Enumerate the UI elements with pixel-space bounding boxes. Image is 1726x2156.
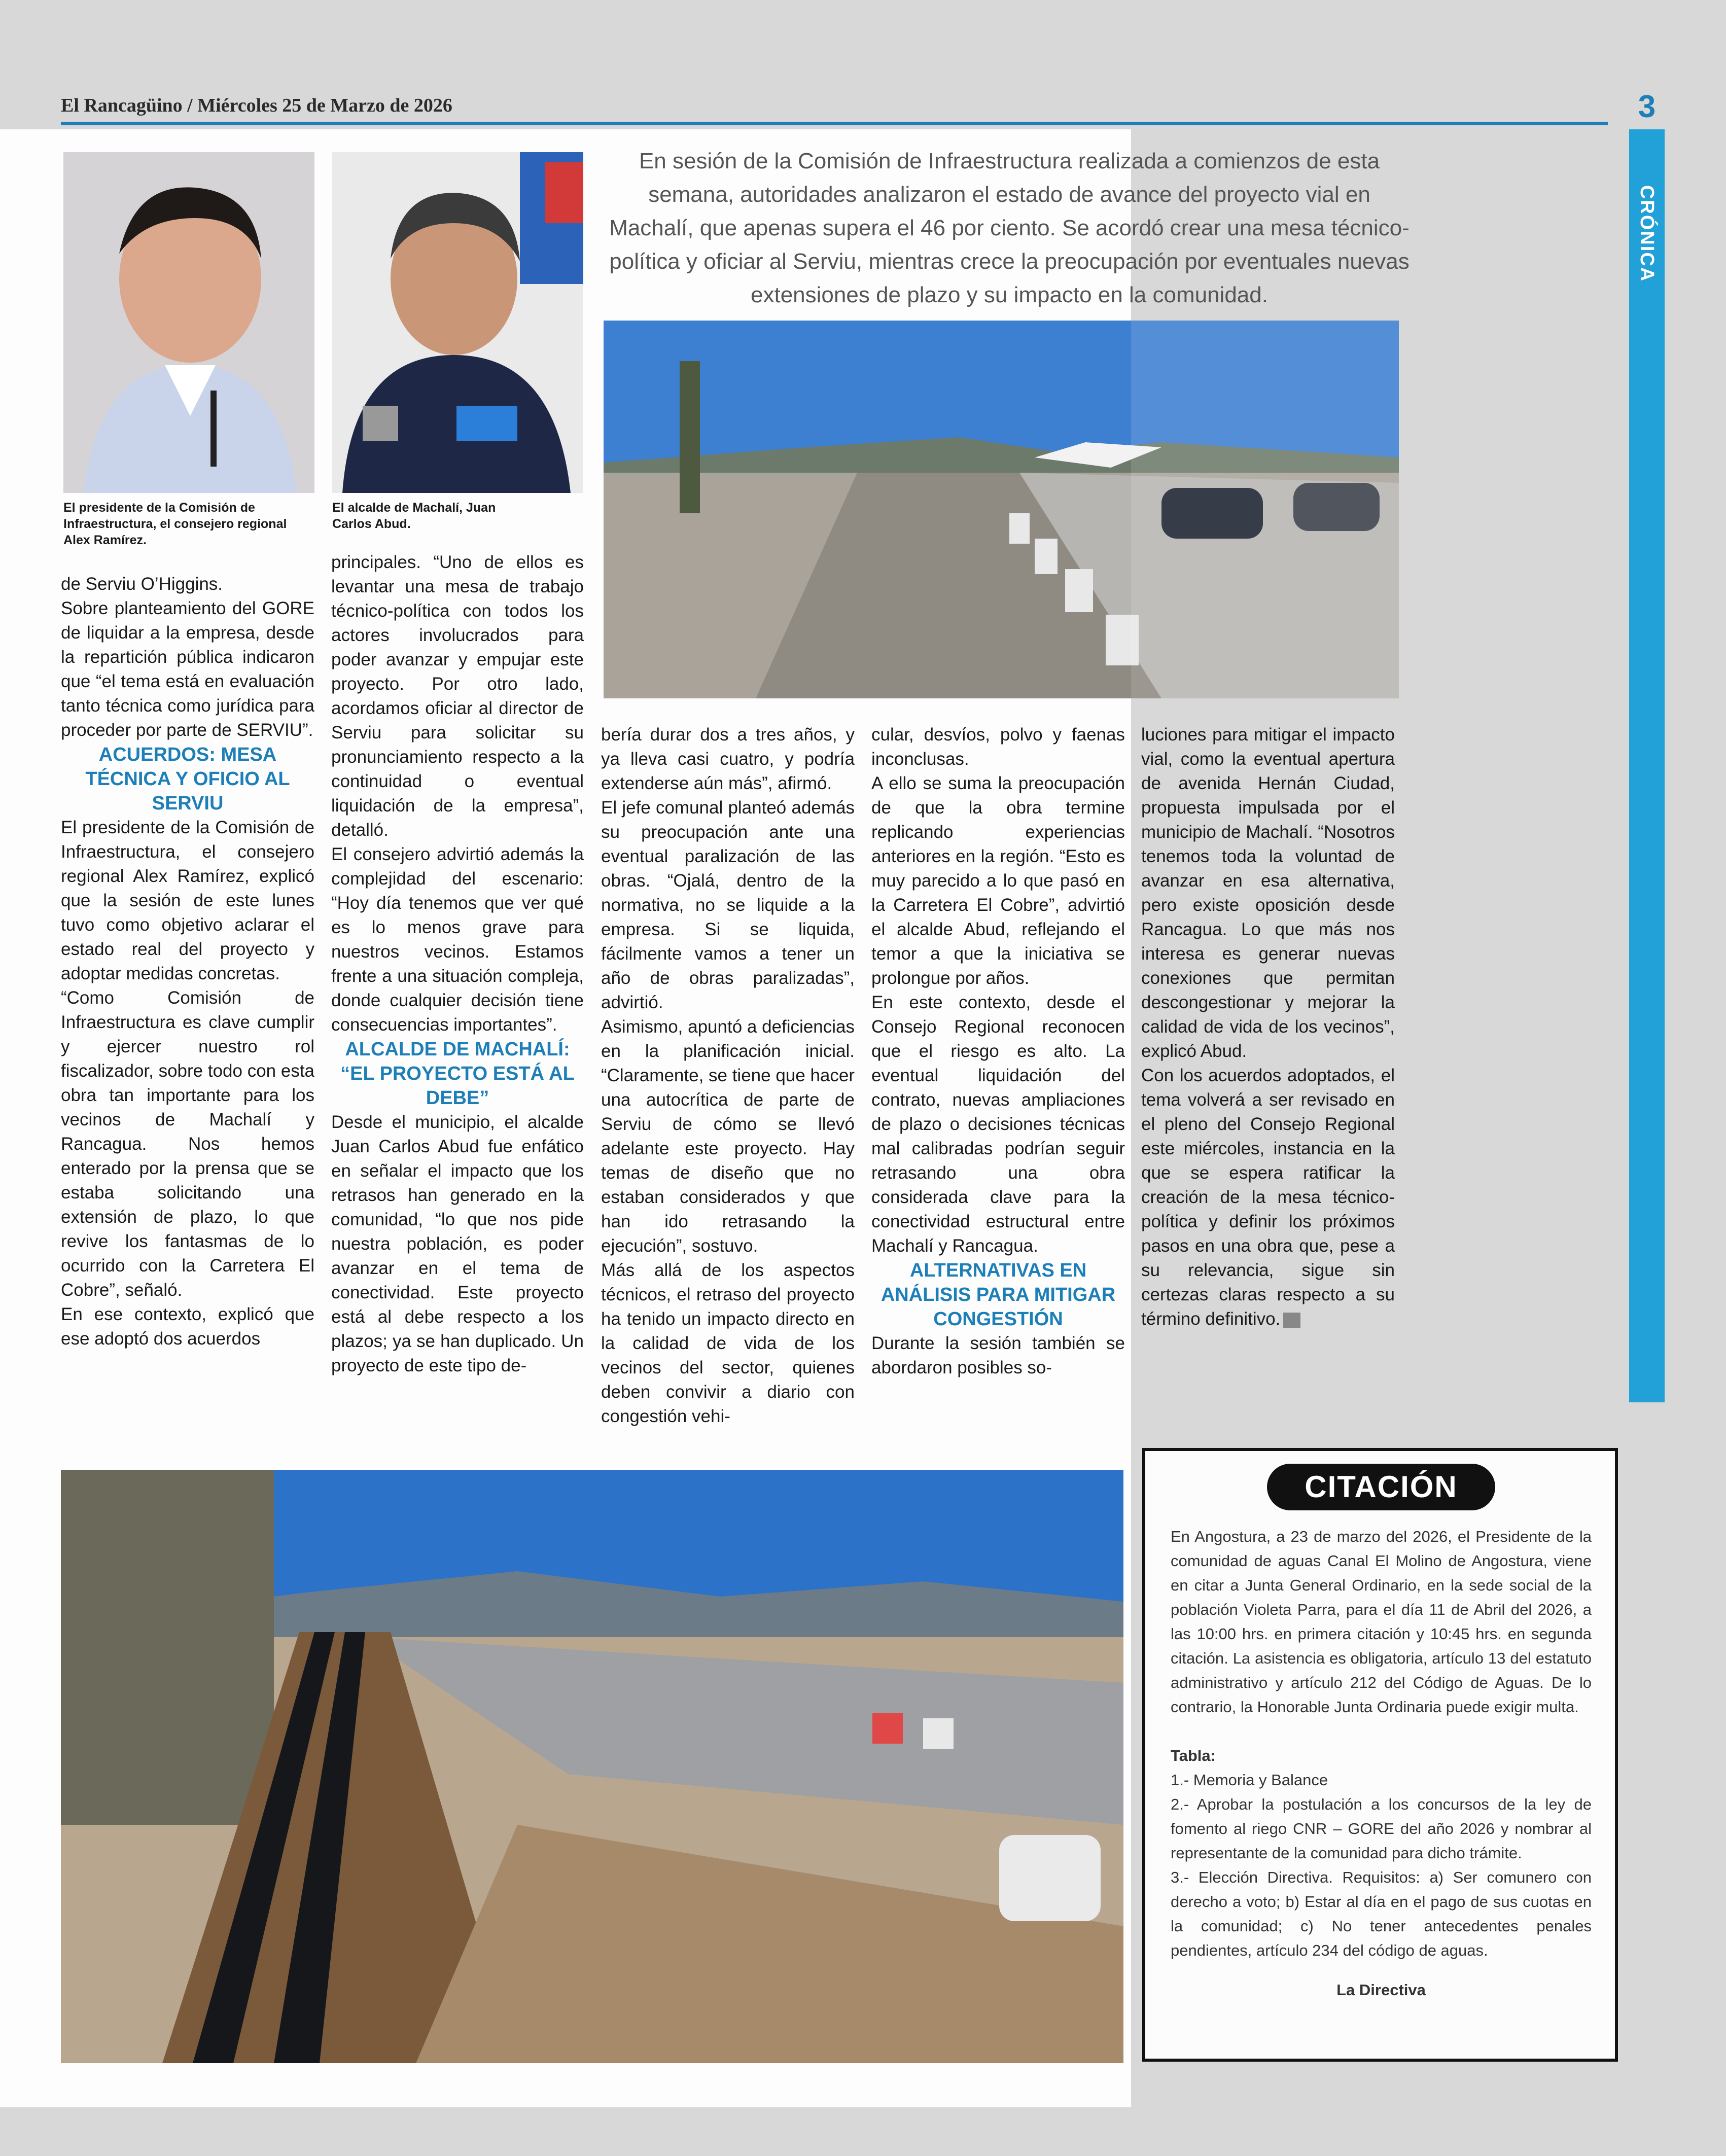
subhead-alternativas: ALTERNATIVAS EN ANÁLISIS PARA MITIGAR CONGESTIÓN (880, 1260, 1116, 1330)
pipe-trench-illustration (61, 1470, 1123, 2063)
paragraph: luciones para mitigar el impacto vial, como la eventual apertura de avenida Hernán Ciudad, propuesta impulsada por el municipio de Machalí. “Nosotros tenemos toda la voluntad de avanzar en esa alternativa, pero existe oposición desde Rancagua. Lo que más nos interesa es generar nuevas conexiones que permitan descongestionar y mejorar la calidad de vida de los vecinos”, explicó Abud. (1141, 725, 1395, 1061)
citacion-item: 3.- Elección Directiva. Requisitos: a) Ser comunero con derecho a voto; b) Estar al día en el pago de sus cuotas en la comunidad; c) No tener antecedentes penales pendientes, artículo 234 del código de aguas. (1171, 1868, 1592, 1959)
article-column-3 (601, 723, 855, 1429)
paragraph: “Como Comisión de Infraestructura es clave cumplir y ejercer nuestro rol fiscalizador, sobre todo con esta obra tan importante para los vecinos de Machalí y Rancagua. Nos hemos enterado por la prensa que se estaba solicitando una extensión de plazo, lo que revive los fantasmas de lo ocurrido con la Carretera El Cobre”, señaló. (61, 988, 315, 1300)
citacion-item: 1.- Memoria y Balance (1171, 1771, 1328, 1789)
page-number: 3 (1638, 89, 1656, 124)
portrait-illustration (63, 152, 314, 493)
paragraph: En este contexto, desde el Consejo Regional reconocen que el riesgo es alto. La eventual liquidación del contrato, nuevas ampliaciones de plazo o decisiones técnicas mal calibradas podrían seguir retrasando una obra considerada clave para la conectividad estructural entre Machalí y Rancagua. (871, 993, 1125, 1256)
paragraph: A ello se suma la preocupación de que la obra termine replicando experiencias anteriores en la región. “Esto es muy parecido a lo que pasó en la Carretera El Cobre”, advirtió el alcalde Abud, reflejando el temor a que la iniciativa se prolongue por años. (871, 773, 1125, 988)
paragraph: Más allá de los aspectos técnicos, el retraso del proyecto ha tenido un impacto directo en la calidad de vida de los vecinos del sector, quienes deben convivir a diario con congestión vehi- (601, 1260, 855, 1426)
section-label-text: CRÓNICA (1636, 185, 1658, 282)
photo-alex-ramirez (63, 152, 314, 493)
article-column-4 (871, 723, 1125, 1380)
citacion-notice (1142, 1448, 1618, 2062)
article-column-2 (331, 550, 584, 1378)
citacion-text: En Angostura, a 23 de marzo del 2026, el Presidente de la comunidad de aguas Canal El Molino de Angostura, viene en citar a Junta General Ordinario, en la sede social de la población Violeta Parra, para el día 11 de Abril del 2026, a las 10:00 hrs. en primera citación y 10:45 hrs. en segunda citación. La asistencia es obligatoria, artículo 13 del estatuto administrativo y artículo 212 del Código de Aguas. De lo contrario, la Honorable Junta Ordinaria puede exigir multa. (1171, 1528, 1592, 1716)
section-label (1629, 152, 1665, 314)
paragraph: Desde el municipio, el alcalde Juan Carlos Abud fue enfático en señalar el impacto que los retrasos han generado en la comunidad, “lo que nos pide nuestra población, es poder avanzar en el tema de conectividad. Este proyecto está al debe respecto a los plazos; ya se han duplicado. Un proyecto de este tipo de- (331, 1112, 584, 1375)
paragraph: Sobre planteamiento del GORE de liquidar a la empresa, desde la repartición pública indicaron que “el tema está en evaluación tanto técnica como jurídica para proceder por parte de SERVIU”. (61, 598, 314, 740)
article-column-1 (61, 572, 314, 1351)
masthead-rule (61, 122, 1608, 125)
road-works-illustration (604, 321, 1399, 698)
caption-juan-carlos-abud: El alcalde de Machalí, Juan Carlos Abud. (332, 501, 496, 531)
article-column-5 (1141, 723, 1395, 1331)
paragraph: cular, desvíos, polvo y faenas inconclusas. (871, 725, 1125, 769)
section-bar (1629, 129, 1665, 1402)
paragraph: Asimismo, apuntó a deficiencias en la planificación inicial. “Claramente, se tiene que hacer una autocrítica de parte de Serviu de cómo se llevó adelante este proyecto. Hay temas de diseño que no estaban considerados y que han ido retrasando la ejecución”, sostuvo. (601, 1017, 855, 1256)
paragraph: de Serviu O’Higgins. (61, 574, 223, 594)
paragraph: En ese contexto, explicó que ese adoptó dos acuerdos (61, 1304, 314, 1349)
article-lead: En sesión de la Comisión de Infraestructura realizada a comienzos de esta semana, autoridades analizaron el estado de avance del proyecto vial en Machalí, que apenas supera el 46 por ciento. Se acordó crear una mesa técnico-política y oficiar al Serviu, mientras crece la preocupación por eventuales nuevas extensiones de plazo y su impacto en la comunidad. (609, 149, 1410, 307)
citacion-body (1171, 1525, 1592, 2002)
portrait-illustration (332, 152, 583, 493)
paragraph (1141, 1064, 1395, 1331)
paragraph: El jefe comunal planteó además su preocupación ante una eventual paralización de las obras. “Ojalá, dentro de la normativa, no se liquide a la empresa. Si se liquida, fácilmente vamos a tener un año de obras paralizadas”, advirtió. (601, 798, 855, 1012)
paragraph: bería durar dos a tres años, y ya lleva casi cuatro, y podría extenderse aún más”, afirmó. (601, 725, 855, 793)
paragraph: El consejero advirtió además la complejidad del escenario: “Hoy día tenemos que ver qué es lo menos grave para nuestros vecinos. Estamos frente a una situación compleja, donde cualquier decisión tiene consecuencias importantes”. (331, 844, 584, 1035)
paragraph: El presidente de la Comisión de Infraestructura, el consejero regional Alex Ramírez, explicó que la sesión de este lunes tuvo como objetivo aclarar el estado real del proyecto y adoptar medidas concretas. (61, 818, 314, 983)
photo-road-works (604, 321, 1399, 698)
citacion-item: 2.- Aprobar la postulación a los concursos de la ley de fomento al riego CNR – GORE del año 2026 y nombrar al representante de la comunidad para dicho trámite. (1171, 1795, 1592, 1862)
paragraph-text: Con los acuerdos adoptados, el tema volverá a ser revisado en el pleno del Consejo Regional este miércoles, instancia en la que se espera ratificar la creación de la mesa técnico-política y definir los próximos pasos en una obra que, pese a su relevancia, sigue sin certezas claras respecto a su término definitivo. (1141, 1066, 1395, 1329)
citacion-tabla-label: Tabla: (1171, 1747, 1216, 1764)
photo-juan-carlos-abud (332, 152, 583, 493)
caption-alex-ramirez: El presidente de la Comisión de Infraestructura, el consejero regional Alex Ramírez. (63, 501, 287, 547)
subhead-acuerdos: ACUERDOS: MESA TÉCNICA Y OFICIO AL SERVIU (85, 744, 290, 814)
citacion-title: CITACIÓN (1267, 1464, 1495, 1510)
end-of-article-icon (1283, 1313, 1300, 1328)
photo-pipe-trench (61, 1470, 1123, 2063)
paragraph: Durante la sesión también se abordaron posibles so- (871, 1333, 1125, 1377)
masthead: El Rancagüino / Miércoles 25 de Marzo de 2026 (61, 95, 452, 116)
subhead-alcalde: ALCALDE DE MACHALÍ: “EL PROYECTO ESTÁ AL DEBE” (340, 1039, 575, 1109)
paragraph: principales. “Uno de ellos es levantar una mesa de trabajo técnico-política con todos los actores involucrados para poder avanzar y empujar este proyecto. Por otro lado, acordamos oficiar al director de Serviu para solicitar su pronunciamiento respecto a la continuidad o eventual liquidación de la empresa”, detalló. (331, 552, 584, 840)
citacion-signature: La Directiva (1336, 1981, 1426, 1999)
